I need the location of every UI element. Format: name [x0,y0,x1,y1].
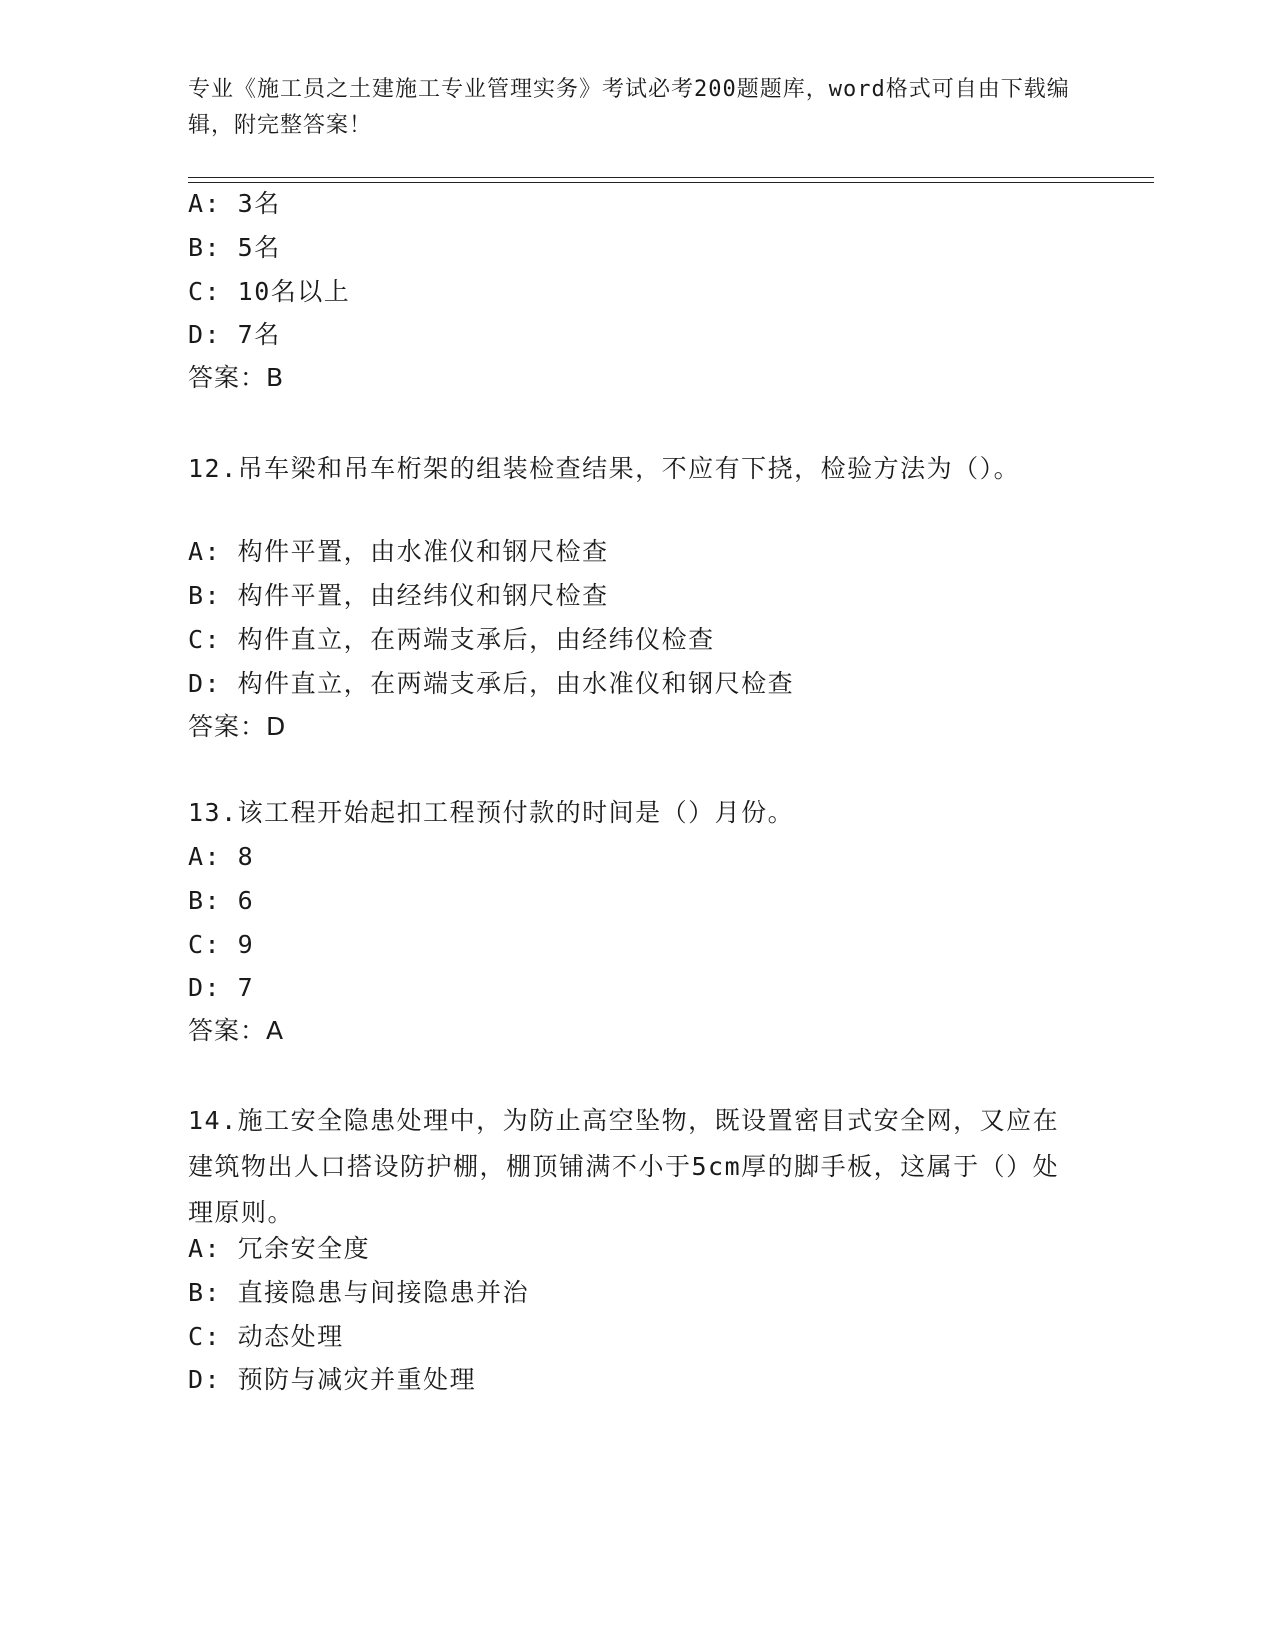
document-header: 专业《施工员之土建施工专业管理实务》考试必考200题题库，word格式可自由下载编辑，附完整答案！ [188,77,1070,138]
q13-answer: 答案：A [188,1016,285,1045]
q13-option-d: D: 7 [188,973,255,1002]
q14-option-c: C: 动态处理 [188,1322,344,1351]
q14-option-a: A: 冗余安全度 [188,1234,371,1263]
header-divider-bottom [188,182,1154,183]
q12-option-b: B: 构件平置，由经纬仪和钢尺检查 [188,581,609,610]
q11-answer: 答案：B [188,363,285,392]
q14-option-b: B: 直接隐患与间接隐患并治 [188,1278,530,1307]
q11-option-c: C: 10名以上 [188,277,351,306]
header-divider-top [188,177,1154,178]
q14-option-d: D: 预防与减灾并重处理 [188,1365,477,1394]
q13-question: 13.该工程开始起扣工程预付款的时间是（）月份。 [188,798,795,827]
q12-option-c: C: 构件直立，在两端支承后，由经纬仪检查 [188,625,715,654]
q11-option-a: A: 3名 [188,189,281,218]
q13-option-b: B: 6 [188,886,255,915]
q13-option-a: A: 8 [188,842,255,871]
q12-option-d: D: 构件直立，在两端支承后，由水准仪和钢尺检查 [188,669,795,698]
q12-question: 12.吊车梁和吊车桁架的组装检查结果，不应有下挠，检验方法为（）。 [188,454,1021,483]
q11-option-d: D: 7名 [188,320,281,349]
q12-answer: 答案：D [188,712,287,741]
q12-option-a: A: 构件平置，由水准仪和钢尺检查 [188,537,609,566]
q14-question: 14.施工安全隐患处理中，为防止高空坠物，既设置密目式安全网，又应在建筑物出人口搭设防护棚，棚顶铺满不小于5cm厚的脚手板，这属于（）处理原则。 [188,1106,1060,1227]
q11-option-b: B: 5名 [188,233,281,262]
q13-option-c: C: 9 [188,930,255,959]
